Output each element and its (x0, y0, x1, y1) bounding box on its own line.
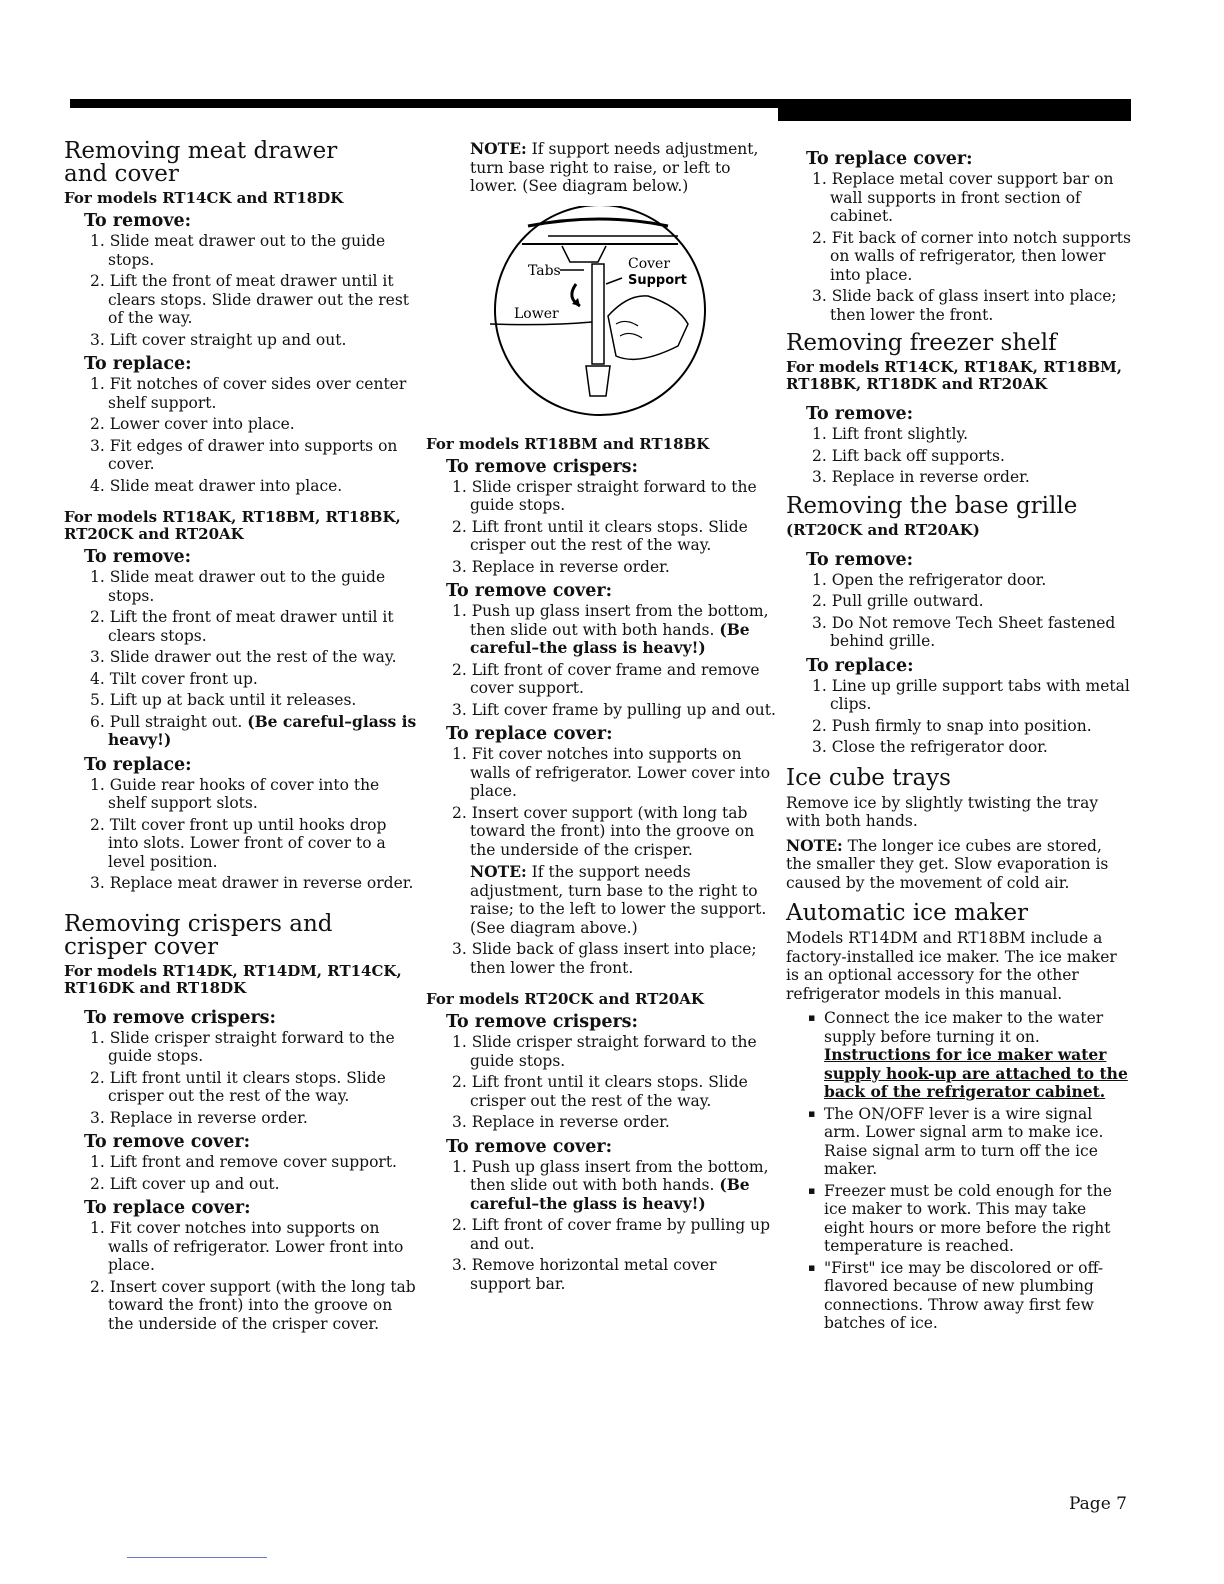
models-label: For models RT14DK, RT14DM, RT14CK, RT16DK and RT18DK (64, 961, 402, 997)
column-3 (786, 140, 1131, 1336)
step: 1. Fit cover notches into supports on walls of refrigerator. Lower front into place. (90, 1219, 404, 1274)
step: 2. Pull grille outward. (812, 592, 984, 610)
column-1 (64, 140, 419, 1337)
subhead-replace-cover: To replace cover: (84, 1198, 251, 1218)
subhead-to-remove: To remove: (84, 211, 192, 231)
subhead-to-remove: To remove: (806, 549, 914, 570)
step: 1. Slide meat drawer out to the guide stops. (90, 568, 386, 605)
step: 2. Lift front until it clears stops. Slide crisper out the rest of the way. (452, 517, 748, 554)
subhead-to-replace: To replace: (806, 655, 914, 676)
page-number: Page 7 (1069, 1494, 1127, 1514)
step: 2. Insert cover support (with long tab toward the front) into the groove on the underside of the crisper. (452, 803, 755, 859)
note: NOTE: The longer ice cubes are stored, the smaller they get. Slow evaporation is caused by the movement of cold air. (786, 835, 1109, 892)
steps-remove-crispers (426, 478, 776, 577)
step: 3. Replace meat drawer in reverse order. (90, 874, 414, 892)
step: 1. Line up grille support tabs with metal clips. (812, 676, 1130, 713)
bullet-item: ▪ Freezer must be cold enough for the ice maker to work. This may take eight hours or more before the right temperature is reached. (786, 1182, 1131, 1256)
step: 2. Lift front until it clears stops. Slide crisper out the rest of the way. (452, 1073, 748, 1110)
step: 2. Lower cover into place. (90, 415, 295, 433)
diagram-label-tabs: Tabs (528, 262, 561, 279)
subhead-remove-crispers: To remove crispers: (446, 1012, 638, 1032)
step: 3. Do Not remove Tech Sheet fastened behind grille. (812, 613, 1116, 650)
models-label: For models RT14CK and RT18DK (64, 189, 344, 207)
step: 2. Lift cover up and out. (90, 1174, 280, 1193)
step: 3. Remove horizontal metal cover support bar. (452, 1256, 717, 1293)
section-title-meat-drawer: Removing meat drawer and cover (64, 138, 338, 187)
section-title-ice-cube-trays: Ice cube trays (786, 764, 951, 791)
bullet-item: ▪ Connect the ice maker to the water supply before turning it on. Instructions for ice maker water supply hook-up are attached to the back of the refrigerator cabinet. (786, 1009, 1131, 1102)
section-title-ice-maker: Automatic ice maker (786, 900, 1029, 926)
models-label: For models RT14CK, RT18AK, RT18BM, RT18BK, RT18DK and RT20AK (786, 358, 1122, 393)
step: 3. Replace in reverse order. (452, 1113, 670, 1131)
steps-replace-cover (786, 170, 1131, 324)
section-title-freezer-shelf: Removing freezer shelf (786, 330, 1057, 356)
steps-remove (64, 568, 419, 750)
section-title-base-grille: Removing the base grille (786, 492, 1078, 519)
step: 1. Open the refrigerator door. (812, 570, 1047, 589)
subhead-remove-cover: To remove cover: (446, 581, 613, 601)
step: 1. Slide meat drawer out to the guide stops. (90, 232, 386, 269)
step: 4. Slide meat drawer into place. (90, 476, 343, 495)
diagram-label-support: Support (628, 272, 687, 288)
step: 1. Push up glass insert from the bottom, then slide out with both hands. (Be careful–the glass is heavy!) (452, 602, 769, 657)
step: 1. Guide rear hooks of cover into the shelf support slots. (90, 775, 380, 812)
section-title-crispers: Removing crispers and crisper cover (64, 910, 333, 960)
steps-remove-cover (426, 602, 776, 719)
steps-remove-crispers (64, 1029, 419, 1128)
column-2 (426, 140, 776, 1297)
steps-replace-cover (426, 940, 776, 977)
step: 3. Close the refrigerator door. (812, 738, 1048, 756)
step: 3. Fit edges of drawer into supports on cover. (90, 436, 398, 473)
subhead-to-remove: To remove: (84, 547, 192, 567)
step: 1. Slide crisper straight forward to the guide stops. (452, 1033, 757, 1070)
bullet-item: ▪ "First" ice may be discolored or off-flavored because of new plumbing connections. Throw away first few batches of ice. (786, 1259, 1131, 1333)
step: 2. Lift back off supports. (812, 446, 1005, 465)
step: 2. Lift the front of meat drawer until it clears stops. (90, 608, 394, 645)
step: 1. Replace metal cover support bar on wall supports in front section of cabinet. (812, 170, 1114, 225)
steps-remove (786, 571, 1131, 651)
footer-rule (127, 1557, 267, 1558)
diagram-label-lower: Lower (514, 305, 559, 322)
steps-remove-cover (64, 1153, 419, 1193)
bullet-item: ▪ The ON/OFF lever is a wire signal arm. Lower signal arm to make ice. Raise signal arm to turn off the ice maker. (786, 1105, 1131, 1179)
note: NOTE: If the support needs adjustment, turn base to the right to raise; to the left to lower the support. (See diagram above.) (470, 862, 767, 937)
steps-remove (786, 425, 1131, 487)
subhead-remove-cover: To remove cover: (84, 1132, 251, 1152)
paragraph: Models RT14DM and RT18BM include a factory-installed ice maker. The ice maker is an optional accessory for the other refrigerator models in this manual. (786, 929, 1117, 1003)
steps-replace (64, 776, 419, 893)
step: 1. Lift front slightly. (812, 425, 969, 443)
models-label: For models RT18BM and RT18BK (426, 434, 710, 453)
crisper-support-diagram (488, 206, 718, 426)
step: 3. Lift cover straight up and out. (90, 330, 347, 349)
diagram-support-base (586, 366, 610, 396)
steps-remove-cover (426, 1158, 776, 1294)
step: 1. Slide crisper straight forward to the guide stops. (90, 1028, 395, 1065)
steps-replace (786, 677, 1131, 757)
diagram-support-post (592, 264, 604, 364)
step: 2. Insert cover support (with the long tab toward the front) into the groove on the underside of the crisper cover. (90, 1277, 416, 1333)
step: 3. Slide drawer out the rest of the way. (90, 648, 397, 666)
subhead-remove-crispers: To remove crispers: (446, 456, 638, 477)
step: 1. Fit cover notches into supports on walls of refrigerator. Lower cover into place. (452, 745, 771, 800)
step: 1. Slide crisper straight forward to the guide stops. (452, 477, 757, 514)
subhead-remove-cover: To remove cover: (446, 1136, 613, 1157)
step: 2. Fit back of corner into notch supports on walls of refrigerator, then lower into place. (812, 228, 1131, 284)
models-label: For models RT20CK and RT20AK (426, 990, 704, 1008)
step: 2. Lift front of cover frame by pulling up and out. (452, 1216, 771, 1253)
subhead-to-replace: To replace: (84, 354, 192, 374)
step: 5. Lift up at back until it releases. (90, 691, 357, 709)
step: 3. Slide back of glass insert into place; then lower the front. (812, 287, 1117, 324)
step: 3. Replace in reverse order. (90, 1108, 308, 1127)
diagram-label-cover: Cover (628, 255, 671, 272)
step: 2. Tilt cover front up until hooks drop into slots. Lower front of cover to a level position. (90, 815, 387, 871)
steps-replace-cover (426, 745, 776, 859)
paragraph: Remove ice by slightly twisting the tray with both hands. (786, 793, 1099, 830)
step: 1. Fit notches of cover sides over center shelf support. (90, 375, 407, 412)
top-rule-tab (778, 99, 1131, 121)
note: NOTE: If support needs adjustment, turn base right to raise, or left to lower. (See diagram below.) (470, 139, 759, 195)
step: 2. Lift front until it clears stops. Slide crisper out the rest of the way. (90, 1068, 386, 1105)
subhead-remove-crispers: To remove crispers: (84, 1007, 276, 1028)
step: 3. Lift cover frame by pulling up and out. (452, 700, 776, 719)
subhead-replace-cover: To replace cover: (446, 724, 613, 744)
subhead-to-replace: To replace: (84, 754, 192, 775)
step: 3. Replace in reverse order. (812, 468, 1030, 486)
step: 6. Pull straight out. (Be careful–glass is heavy!) (90, 711, 417, 749)
subhead-to-remove: To remove: (806, 404, 914, 424)
steps-replace (64, 375, 419, 495)
step: 4. Tilt cover front up. (90, 669, 258, 688)
subhead-replace-cover: To replace cover: (806, 149, 973, 169)
step: 3. Slide back of glass insert into place; then lower the front. (452, 940, 757, 977)
ice-maker-bullets (786, 1009, 1131, 1333)
step: 2. Lift the front of meat drawer until it clears stops. Slide drawer out the rest of the way. (90, 272, 410, 327)
models-label: (RT20CK and RT20AK) (786, 520, 980, 539)
step: 1. Push up glass insert from the bottom, then slide out with both hands. (Be careful–the glass is heavy!) (452, 1157, 769, 1213)
step: 1. Lift front and remove cover support. (90, 1153, 397, 1171)
step: 2. Push firmly to snap into position. (812, 716, 1092, 735)
step: 3. Replace in reverse order. (452, 557, 670, 576)
steps-remove-crispers (426, 1033, 776, 1132)
models-label: For models RT18AK, RT18BM, RT18BK, RT20CK and RT20AK (64, 508, 401, 543)
step: 2. Lift front of cover frame and remove cover support. (452, 660, 760, 697)
steps-remove (64, 232, 419, 349)
steps-replace-cover (64, 1219, 419, 1333)
